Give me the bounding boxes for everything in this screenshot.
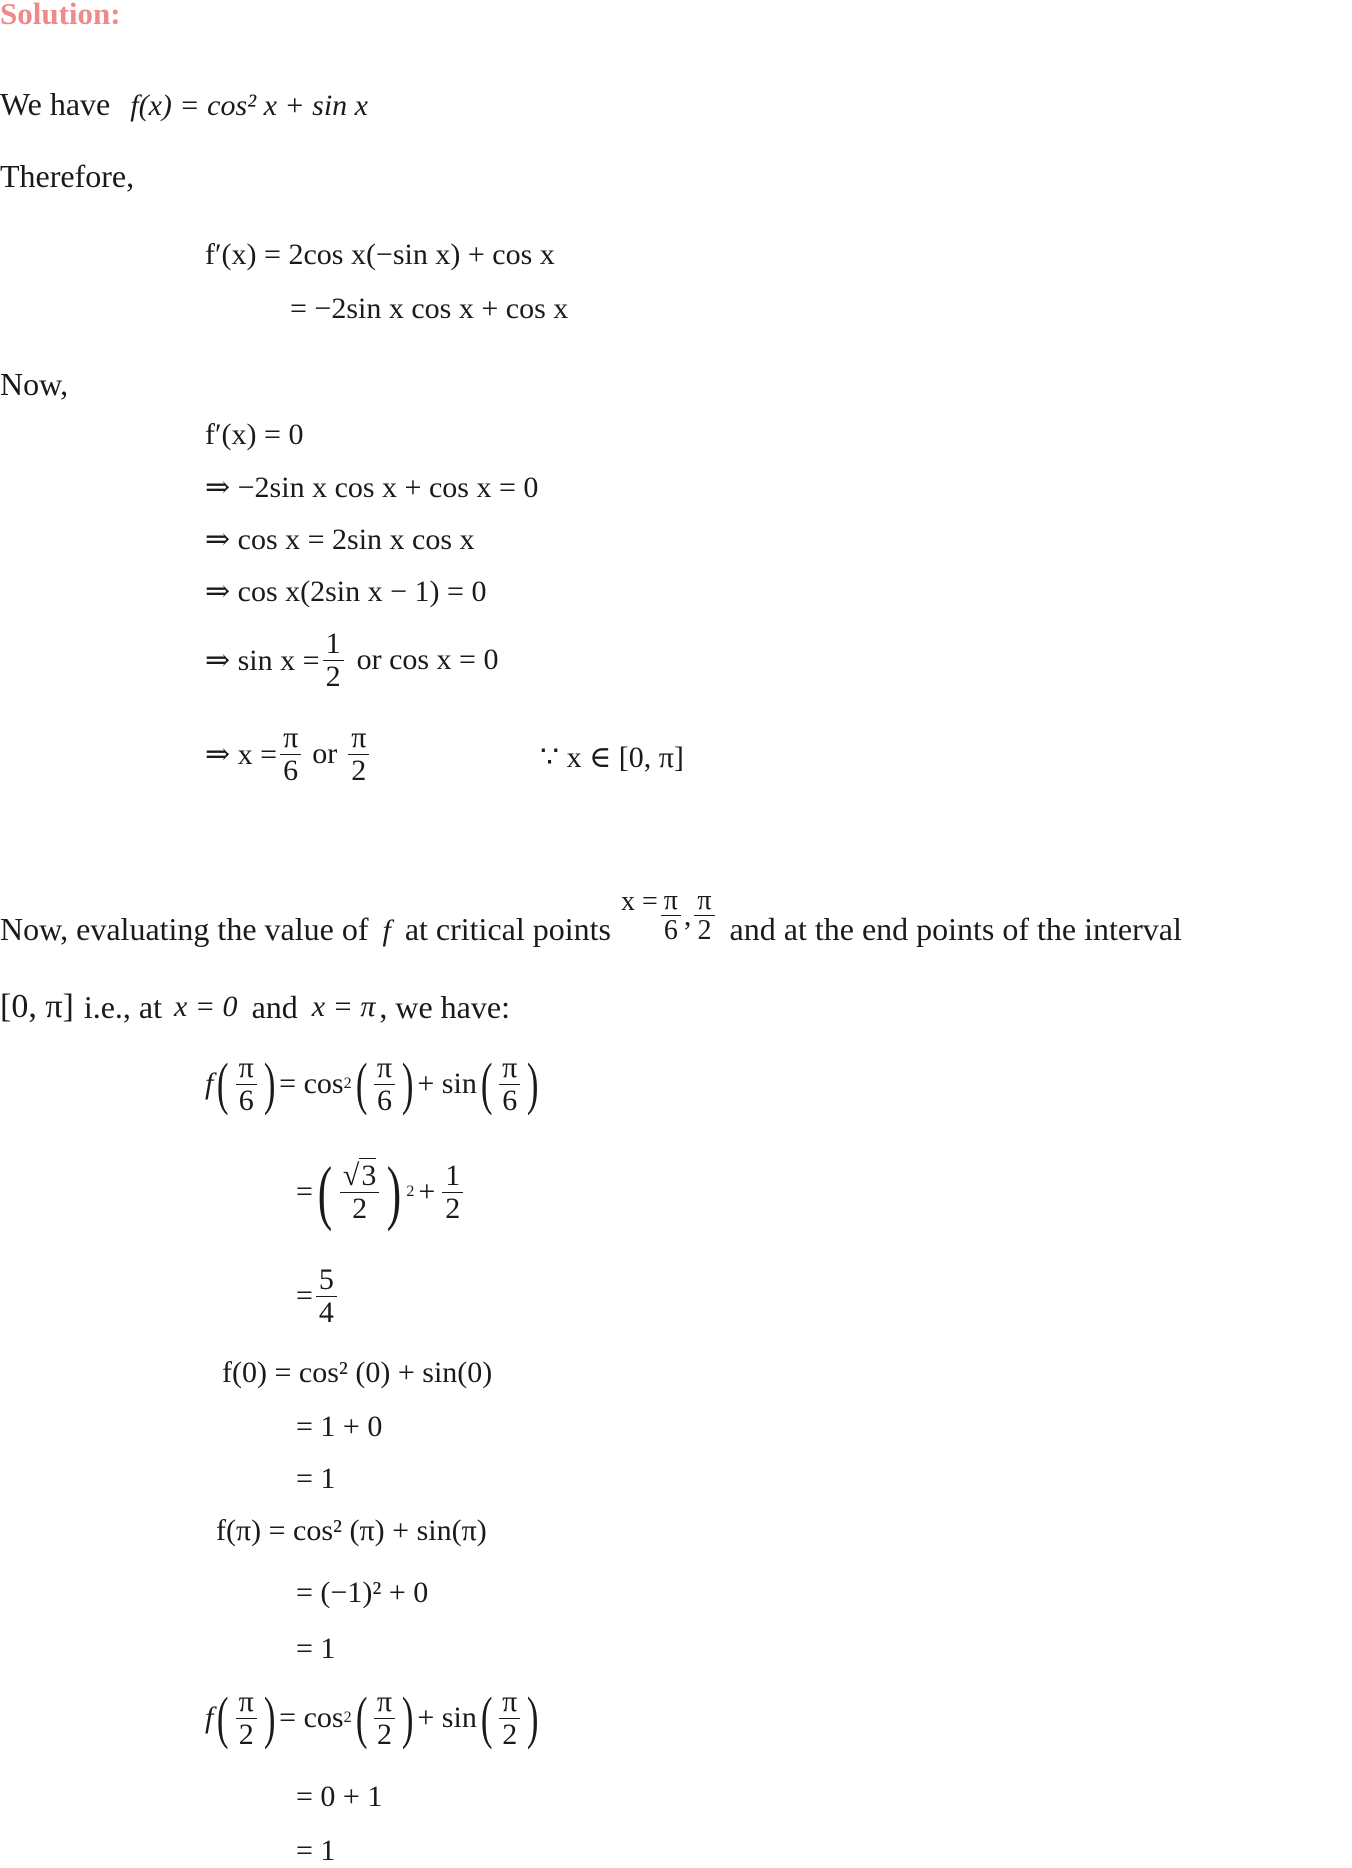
f-0-line-2: = 1 + 0 [296, 1410, 383, 1443]
interval: [0, π] [0, 988, 74, 1025]
plus-sin: + sin [417, 1067, 477, 1100]
f-symbol: f [205, 1701, 214, 1734]
fraction-one-half: $\frac{1}{2}$ [442, 1160, 463, 1224]
f-pi-6-line-3 [296, 1264, 340, 1328]
step-5 [205, 628, 498, 692]
f-pi-2-line-1: f ( $\frac{\pi}{2}$ ) = cos 2 ( $\frac{\pi}{2}$ ) + sin ( $\frac{\pi}{2}$ ) [205, 1684, 539, 1751]
step-4: ⇒ cos x(2sin x − 1) = 0 [205, 575, 487, 608]
plus-sin: + sin [417, 1701, 477, 1734]
f-pi-6-line-2: = ( $\frac{√3}{2}$ ) 2 + $\frac{1}{2}$ [296, 1160, 466, 1225]
therefore-label: Therefore, [0, 158, 135, 194]
step-6 [205, 722, 372, 786]
fraction-pi-2: $\frac{\pi}{2}$ [236, 1686, 257, 1750]
evaluation-sentence-line-2 [0, 988, 510, 1026]
fraction-pi-2 [348, 722, 369, 786]
fraction-pi-2 [694, 886, 714, 946]
fraction-denominator: 2 [697, 915, 712, 947]
step-2: ⇒ −2sin x cos x + cos x = 0 [205, 471, 539, 504]
equals: = [296, 1279, 313, 1312]
derivative-line-2: = −2sin x cos x + cos x [290, 292, 569, 322]
and-word: and [251, 988, 298, 1025]
f-pi-line-3: = 1 [296, 1632, 336, 1665]
intro-label: We have [0, 86, 111, 122]
fraction-numerator: 1 [323, 628, 344, 661]
equals-cos: = cos [279, 1067, 344, 1100]
f-symbol: f [205, 1067, 214, 1100]
eval-f: f [382, 913, 391, 947]
fraction-denominator: 2 [351, 753, 367, 787]
fraction-pi-6: $\frac{\pi}{6}$ [236, 1052, 257, 1116]
eval-text-e: , we have: [379, 988, 510, 1025]
f-pi-6-line-1: f ( $\frac{\pi}{6}$ ) = cos 2 ( $\frac{\pi}{6}$ ) + sin ( $\frac{\pi}{6}$ ) [205, 1050, 539, 1117]
fraction-numerator: π [661, 886, 681, 916]
fraction-pi-6: $\frac{\pi}{6}$ [374, 1052, 395, 1116]
equals: = [296, 1175, 313, 1209]
fraction-numerator: π [280, 722, 301, 755]
eval-text-c: and at the end points of the interval [729, 910, 1182, 947]
x-zero: x = 0 [174, 990, 238, 1023]
f-0-line-3: = 1 [296, 1462, 336, 1495]
f-pi-line-2: = (−1)² + 0 [296, 1576, 429, 1609]
f-pi-line-1: f(π) = cos² (π) + sin(π) [216, 1514, 487, 1547]
or-word: or [312, 737, 338, 770]
f-pi-2-line-3: = 1 [296, 1834, 336, 1867]
comma: , [683, 898, 692, 932]
fraction-denominator: 2 [325, 659, 341, 693]
fraction-denominator: 6 [283, 753, 299, 787]
fraction-five-fourths: $\frac{5}{4}$ [316, 1264, 337, 1328]
f-0-line-1: f(0) = cos² (0) + sin(0) [222, 1356, 493, 1389]
function-definition: f(x) = cos² x + sin x [130, 89, 368, 122]
fraction-denominator: 6 [663, 915, 678, 947]
x-pi: x = π [311, 990, 376, 1023]
intro-line [0, 86, 368, 123]
solution-heading: Solution: [0, 0, 121, 31]
fraction-pi-6 [280, 722, 301, 786]
step-5-suffix: or cos x = 0 [356, 643, 499, 676]
equals-cos: = cos [279, 1701, 344, 1734]
step-3: ⇒ cos x = 2sin x cos x [205, 523, 475, 556]
fraction-pi-6 [661, 886, 681, 946]
fraction-sqrt3-2: $\frac{√3}{2}$ [340, 1160, 379, 1224]
step-5-prefix: ⇒ sin x = [205, 643, 320, 677]
fraction-pi-6: $\frac{\pi}{6}$ [499, 1052, 520, 1116]
fraction-numerator: π [348, 722, 369, 755]
fraction-numerator: π [694, 886, 714, 916]
plus: + [418, 1175, 436, 1209]
eval-text-d: i.e., at [83, 988, 162, 1025]
step-6-prefix: ⇒ x = [205, 737, 278, 771]
fraction-pi-2: $\frac{\pi}{2}$ [499, 1686, 520, 1750]
eval-text-a: Now, evaluating the value of [0, 910, 369, 947]
f-pi-2-line-2: = 0 + 1 [296, 1780, 383, 1813]
critical-points [621, 886, 718, 946]
domain-condition: ∵ x ∈ [0, π] [540, 741, 684, 774]
x-equals: x = [620, 885, 658, 917]
derivative-line-1: f′(x) = 2cos x(−sin x) + cos x [205, 238, 555, 271]
now-label: Now, [0, 366, 69, 402]
evaluation-sentence-line-1 [0, 885, 1182, 948]
eval-text-b: at critical points [404, 910, 611, 947]
fraction-one-half [323, 628, 344, 692]
step-1: f′(x) = 0 [205, 418, 304, 451]
fraction-pi-2: $\frac{\pi}{2}$ [374, 1686, 395, 1750]
